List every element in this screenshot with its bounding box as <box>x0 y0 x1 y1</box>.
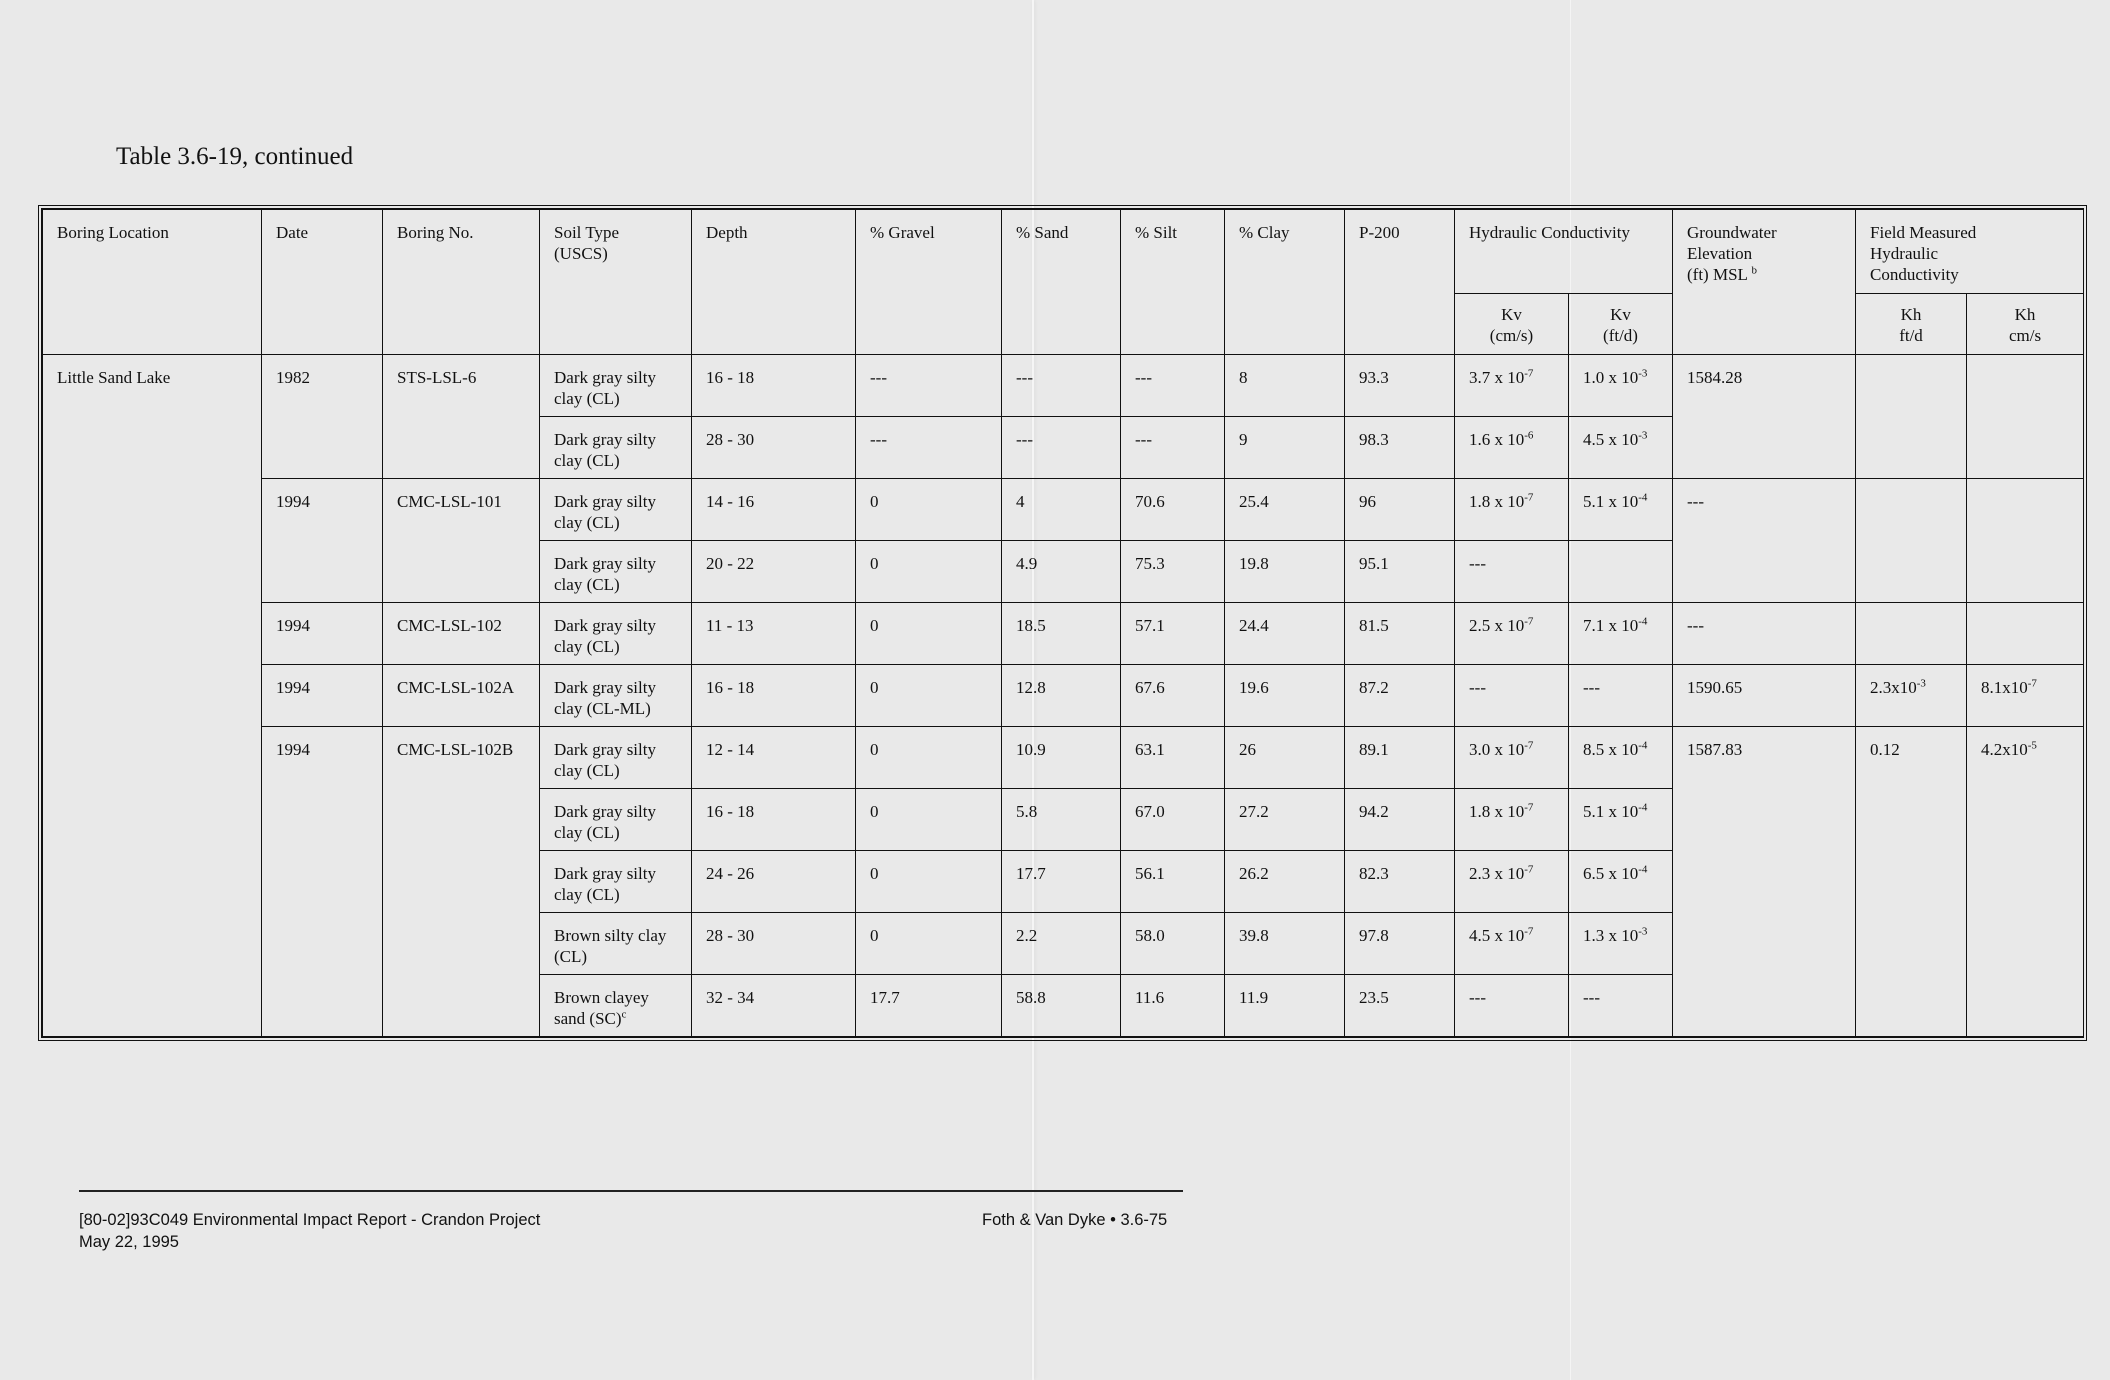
cell-gravel: --- <box>856 417 1002 479</box>
soil-type-text: Dark gray silty clay (CL) <box>554 492 656 532</box>
cell-p200: 97.8 <box>1345 913 1455 975</box>
cell-groundwater-elevation: 1584.28 <box>1673 355 1856 479</box>
value-mantissa: 4.5 x 10 <box>1469 926 1525 945</box>
cell-kv-cms <box>1455 913 1569 975</box>
cell-sand: 18.5 <box>1002 603 1121 665</box>
cell-kh-cms <box>1967 665 2084 727</box>
cell-boring-no: CMC-LSL-102B <box>383 727 540 1037</box>
cell-kv-cms <box>1455 355 1569 417</box>
cell-soil-type <box>540 479 692 541</box>
soil-type-text: Dark gray silty clay (CL) <box>554 740 656 780</box>
cell-kh-cms <box>1967 727 2084 1037</box>
cell-depth: 28 - 30 <box>692 417 856 479</box>
cell-kh-ftd <box>1856 665 1967 727</box>
cell-sand: 5.8 <box>1002 789 1121 851</box>
cell-kv-cms <box>1455 479 1569 541</box>
cell-sand: 2.2 <box>1002 913 1121 975</box>
cell-kv-cms <box>1455 851 1569 913</box>
value-exponent: -3 <box>1638 367 1648 380</box>
cell-p200: 95.1 <box>1345 541 1455 603</box>
value-mantissa: 2.5 x 10 <box>1469 616 1525 635</box>
cell-kh-cms <box>1967 355 2084 479</box>
value-mantissa: 3.0 x 10 <box>1469 740 1525 759</box>
cell-p200: 89.1 <box>1345 727 1455 789</box>
cell-groundwater-elevation: 1587.83 <box>1673 727 1856 1037</box>
soil-type-text: Dark gray silty clay (CL) <box>554 368 656 408</box>
value-mantissa: 4.2x10 <box>1981 740 2028 759</box>
table-row <box>43 355 2084 417</box>
value-exponent: -7 <box>1524 491 1534 504</box>
header-hydraulic-conductivity: Hydraulic Conductivity <box>1455 210 1673 294</box>
header-kv-cms: Kv (cm/s) <box>1455 294 1569 355</box>
cell-boring-no: CMC-LSL-101 <box>383 479 540 603</box>
value-mantissa: 5.1 x 10 <box>1583 492 1639 511</box>
header-soil-type: Soil Type (USCS) <box>540 210 692 355</box>
header-kv-ftd: Kv (ft/d) <box>1569 294 1673 355</box>
cell-gravel: 0 <box>856 665 1002 727</box>
header-field-measured-conductivity: Field Measured Hydraulic Conductivity <box>1856 210 2084 294</box>
cell-depth: 16 - 18 <box>692 665 856 727</box>
cell-kv-ftd <box>1569 789 1673 851</box>
cell-sand: 4.9 <box>1002 541 1121 603</box>
table-row <box>43 727 2084 789</box>
header-boring-no: Boring No. <box>383 210 540 355</box>
value-mantissa: 1.0 x 10 <box>1583 368 1639 387</box>
cell-gravel: 0 <box>856 913 1002 975</box>
cell-p200: 98.3 <box>1345 417 1455 479</box>
cell-sand: 17.7 <box>1002 851 1121 913</box>
header-date: Date <box>262 210 383 355</box>
value-mantissa: 2.3 x 10 <box>1469 864 1525 883</box>
cell-kh-cms <box>1967 603 2084 665</box>
header-clay: % Clay <box>1225 210 1345 355</box>
footer-document-info <box>79 1209 540 1253</box>
cell-clay: 8 <box>1225 355 1345 417</box>
footnote-marker: b <box>1751 264 1758 277</box>
cell-kv-cms <box>1455 603 1569 665</box>
cell-soil-type <box>540 665 692 727</box>
cell-groundwater-elevation: 1590.65 <box>1673 665 1856 727</box>
cell-p200: 82.3 <box>1345 851 1455 913</box>
cell-groundwater-elevation: --- <box>1673 603 1856 665</box>
value-mantissa: 0.12 <box>1870 740 1900 759</box>
cell-gravel: 0 <box>856 603 1002 665</box>
cell-silt: 67.0 <box>1121 789 1225 851</box>
value-exponent: -3 <box>1638 925 1648 938</box>
header-p200: P-200 <box>1345 210 1455 355</box>
cell-kv-ftd <box>1569 975 1673 1037</box>
cell-clay: 26 <box>1225 727 1345 789</box>
cell-silt: 67.6 <box>1121 665 1225 727</box>
cell-soil-type <box>540 355 692 417</box>
cell-depth: 14 - 16 <box>692 479 856 541</box>
cell-soil-type <box>540 851 692 913</box>
table-body <box>43 355 2084 1037</box>
cell-soil-type <box>540 727 692 789</box>
cell-depth: 12 - 14 <box>692 727 856 789</box>
cell-sand: 4 <box>1002 479 1121 541</box>
value-exponent: -7 <box>1524 925 1534 938</box>
table-row <box>43 665 2084 727</box>
value-exponent: -4 <box>1638 801 1648 814</box>
value-mantissa: 6.5 x 10 <box>1583 864 1639 883</box>
soil-type-text: Dark gray silty clay (CL) <box>554 616 656 656</box>
footer-page-ref: Foth & Van Dyke • 3.6-75 <box>982 1211 1168 1229</box>
cell-silt: 57.1 <box>1121 603 1225 665</box>
cell-kv-cms <box>1455 541 1569 603</box>
table-title: Table 3.6-19, continued <box>116 143 354 170</box>
value-exponent: -3 <box>1916 677 1926 690</box>
cell-silt: 75.3 <box>1121 541 1225 603</box>
boring-data-table <box>42 209 2084 1037</box>
cell-silt: 11.6 <box>1121 975 1225 1037</box>
value-mantissa: 1.8 x 10 <box>1469 802 1525 821</box>
value-exponent: -3 <box>1638 429 1648 442</box>
cell-p200: 23.5 <box>1345 975 1455 1037</box>
cell-p200: 87.2 <box>1345 665 1455 727</box>
cell-gravel: 0 <box>856 851 1002 913</box>
cell-silt: 56.1 <box>1121 851 1225 913</box>
cell-sand: 10.9 <box>1002 727 1121 789</box>
cell-gravel: 17.7 <box>856 975 1002 1037</box>
cell-gravel: 0 <box>856 479 1002 541</box>
cell-sand: 12.8 <box>1002 665 1121 727</box>
cell-depth: 11 - 13 <box>692 603 856 665</box>
cell-kh-ftd <box>1856 727 1967 1037</box>
soil-type-text: Dark gray silty clay (CL) <box>554 430 656 470</box>
cell-kv-ftd <box>1569 603 1673 665</box>
header-groundwater-elevation: Groundwater Elevation (ft) MSL $^b$ <box>1673 210 1856 355</box>
cell-silt: --- <box>1121 355 1225 417</box>
value-exponent: -4 <box>1638 863 1648 876</box>
cell-kv-ftd <box>1569 851 1673 913</box>
cell-silt: 63.1 <box>1121 727 1225 789</box>
cell-kh-ftd <box>1856 355 1967 479</box>
footer-date: May 22, 1995 <box>79 1233 179 1251</box>
cell-soil-type <box>540 541 692 603</box>
value-mantissa: 7.1 x 10 <box>1583 616 1639 635</box>
cell-clay: 24.4 <box>1225 603 1345 665</box>
cell-kv-ftd <box>1569 479 1673 541</box>
value-exponent: -7 <box>1524 863 1534 876</box>
soil-type-text: Dark gray silty clay (CL) <box>554 554 656 594</box>
value-exponent: -6 <box>1524 429 1534 442</box>
soil-type-text: Brown silty clay (CL) <box>554 926 667 966</box>
data-table-frame <box>38 205 2087 1041</box>
cell-date: 1994 <box>262 727 383 1037</box>
cell-p200: 96 <box>1345 479 1455 541</box>
value-mantissa: 1.8 x 10 <box>1469 492 1525 511</box>
cell-silt: --- <box>1121 417 1225 479</box>
table-row <box>43 479 2084 541</box>
cell-clay: 39.8 <box>1225 913 1345 975</box>
value-exponent: -4 <box>1638 739 1648 752</box>
value-mantissa: --- <box>1583 988 1600 1007</box>
cell-clay: 19.8 <box>1225 541 1345 603</box>
value-exponent: -7 <box>1524 739 1534 752</box>
cell-depth: 32 - 34 <box>692 975 856 1037</box>
value-mantissa: --- <box>1583 678 1600 697</box>
cell-kv-cms <box>1455 727 1569 789</box>
cell-kv-cms <box>1455 417 1569 479</box>
cell-sand: --- <box>1002 355 1121 417</box>
cell-p200: 93.3 <box>1345 355 1455 417</box>
cell-soil-type <box>540 417 692 479</box>
cell-date: 1994 <box>262 603 383 665</box>
footnote-marker: c <box>621 1008 627 1021</box>
cell-kv-ftd <box>1569 727 1673 789</box>
table-row <box>43 603 2084 665</box>
cell-kv-ftd <box>1569 913 1673 975</box>
value-mantissa: --- <box>1469 678 1486 697</box>
cell-kh-ftd <box>1856 479 1967 603</box>
value-exponent: -7 <box>2027 677 2037 690</box>
value-mantissa: --- <box>1469 988 1486 1007</box>
cell-gravel: 0 <box>856 727 1002 789</box>
cell-boring-no: CMC-LSL-102A <box>383 665 540 727</box>
footer-project: [80-02]93C049 Environmental Impact Report - Crandon Project <box>79 1211 541 1229</box>
cell-sand: --- <box>1002 417 1121 479</box>
cell-soil-type <box>540 975 692 1037</box>
cell-gravel: 0 <box>856 789 1002 851</box>
cell-clay: 27.2 <box>1225 789 1345 851</box>
cell-kv-ftd <box>1569 541 1673 603</box>
cell-clay: 11.9 <box>1225 975 1345 1037</box>
header-depth: Depth <box>692 210 856 355</box>
header-boring-location: Boring Location <box>43 210 262 355</box>
cell-depth: 20 - 22 <box>692 541 856 603</box>
value-exponent: -7 <box>1524 367 1534 380</box>
cell-clay: 19.6 <box>1225 665 1345 727</box>
value-mantissa: 1.6 x 10 <box>1469 430 1525 449</box>
value-mantissa: 1.3 x 10 <box>1583 926 1639 945</box>
table-header <box>43 210 2084 355</box>
cell-boring-location: Little Sand Lake <box>43 355 262 1037</box>
header-gravel: % Gravel <box>856 210 1002 355</box>
cell-gravel: --- <box>856 355 1002 417</box>
cell-sand: 58.8 <box>1002 975 1121 1037</box>
cell-clay: 9 <box>1225 417 1345 479</box>
cell-kv-ftd <box>1569 417 1673 479</box>
value-mantissa: 8.1x10 <box>1981 678 2028 697</box>
cell-depth: 16 - 18 <box>692 789 856 851</box>
cell-kv-ftd <box>1569 355 1673 417</box>
soil-type-text: Brown clayey sand (SC) <box>554 988 649 1028</box>
cell-gravel: 0 <box>856 541 1002 603</box>
header-silt: % Silt <box>1121 210 1225 355</box>
cell-kv-cms <box>1455 789 1569 851</box>
soil-type-text: Dark gray silty clay (CL-ML) <box>554 678 656 718</box>
header-sand: % Sand <box>1002 210 1121 355</box>
soil-type-text: Dark gray silty clay (CL) <box>554 864 656 904</box>
cell-p200: 94.2 <box>1345 789 1455 851</box>
cell-depth: 28 - 30 <box>692 913 856 975</box>
cell-soil-type <box>540 789 692 851</box>
value-mantissa: --- <box>1469 554 1486 573</box>
value-mantissa: 3.7 x 10 <box>1469 368 1525 387</box>
cell-date: 1982 <box>262 355 383 479</box>
cell-depth: 24 - 26 <box>692 851 856 913</box>
cell-boring-no: STS-LSL-6 <box>383 355 540 479</box>
value-exponent: -5 <box>2027 739 2037 752</box>
cell-kh-ftd <box>1856 603 1967 665</box>
cell-kv-ftd <box>1569 665 1673 727</box>
cell-clay: 25.4 <box>1225 479 1345 541</box>
cell-kv-cms <box>1455 665 1569 727</box>
cell-date: 1994 <box>262 479 383 603</box>
value-exponent: -4 <box>1638 491 1648 504</box>
value-exponent: -4 <box>1638 615 1648 628</box>
cell-silt: 70.6 <box>1121 479 1225 541</box>
cell-depth: 16 - 18 <box>692 355 856 417</box>
value-exponent: -7 <box>1524 801 1534 814</box>
cell-boring-no: CMC-LSL-102 <box>383 603 540 665</box>
value-mantissa: 5.1 x 10 <box>1583 802 1639 821</box>
cell-groundwater-elevation: --- <box>1673 479 1856 603</box>
value-mantissa: 4.5 x 10 <box>1583 430 1639 449</box>
cell-kh-cms <box>1967 479 2084 603</box>
cell-soil-type <box>540 603 692 665</box>
soil-type-text: Dark gray silty clay (CL) <box>554 802 656 842</box>
header-kh-ftd: Kh ft/d <box>1856 294 1967 355</box>
cell-silt: 58.0 <box>1121 913 1225 975</box>
cell-clay: 26.2 <box>1225 851 1345 913</box>
header-kh-cms: Kh cm/s <box>1967 294 2084 355</box>
cell-soil-type <box>540 913 692 975</box>
value-mantissa: 2.3x10 <box>1870 678 1917 697</box>
cell-p200: 81.5 <box>1345 603 1455 665</box>
footer-rule <box>79 1190 1183 1192</box>
value-exponent: -7 <box>1524 615 1534 628</box>
value-mantissa: 8.5 x 10 <box>1583 740 1639 759</box>
cell-date: 1994 <box>262 665 383 727</box>
cell-kv-cms <box>1455 975 1569 1037</box>
